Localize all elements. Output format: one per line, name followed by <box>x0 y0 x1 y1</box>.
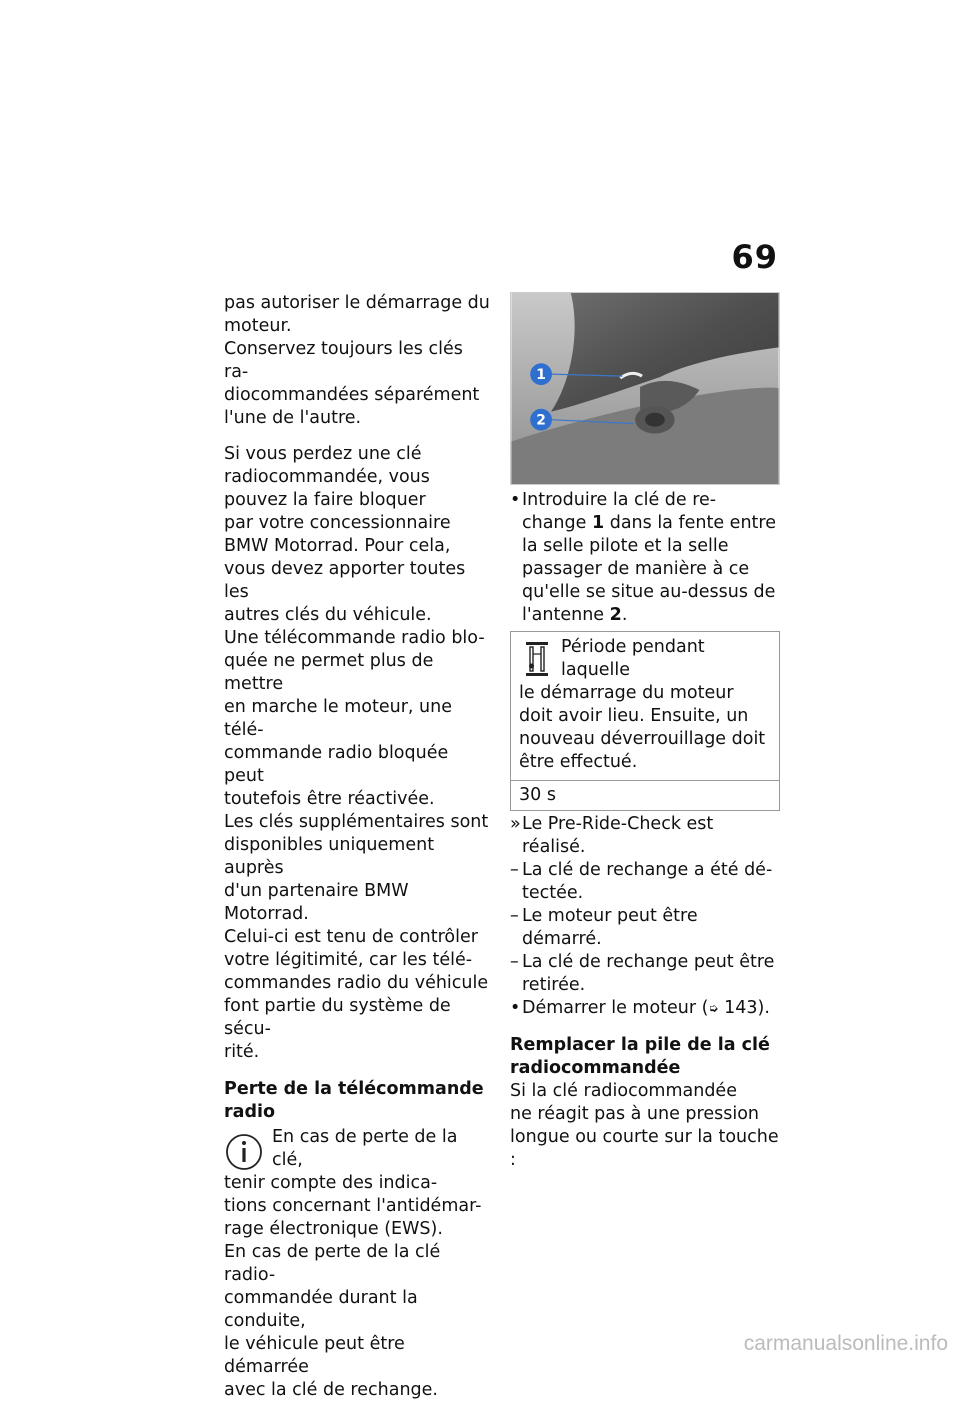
callout-2: 2 <box>536 412 546 429</box>
paragraph: pas autoriser le démarrage du moteur. <box>224 293 490 336</box>
step-list <box>510 489 780 627</box>
paragraph: Les clés supplémentaires sont disponibles uniquement auprès d'un partenaire BMW Motorrad. Celui-ci est tenu de contrôler votre légitimité, car les télé- commandes radio du véhicule font partie du système de sécu- rité. <box>224 812 489 1062</box>
list-item: – La clé de rechange a été dé- tectée. <box>510 860 773 903</box>
timing-note-box <box>510 631 780 811</box>
dash-marker: – <box>510 952 519 972</box>
note-value: 30 s <box>511 780 779 810</box>
list-item: – Le moteur peut être démarré. <box>510 906 698 949</box>
right-column <box>510 292 780 1172</box>
paragraph: En cas de perte de la clé radio- commandée durant la conduite, le véhicule peut être démarrée avec la clé de rechange. <box>224 1242 441 1400</box>
page-number: 69 <box>731 238 778 276</box>
dash-marker: – <box>510 906 519 926</box>
section-heading: Perte de la télécommande radio <box>224 1079 484 1122</box>
paragraph: Si vous perdez une clé radiocommandée, vous pouvez la faire bloquer par votre concessionnaire BMW Motorrad. Pour cela, vous devez apporter toutes les autres clés du véhicule. <box>224 444 466 625</box>
paragraph: Conservez toujours les clés ra- diocommandées séparément l'une de l'autre. <box>224 339 480 428</box>
page-reference[interactable]: 143 <box>724 998 758 1018</box>
bullet-marker: • <box>510 490 521 510</box>
watermark: carmanualsonline.info <box>743 1332 948 1355</box>
page-reference-arrow-icon: ➭ <box>708 1001 719 1015</box>
timer-icon <box>523 640 551 678</box>
info-note: En cas de perte de la clé, tenir compte des indica- tions concernant l'antidémar- rage électronique (EWS). <box>224 1127 482 1239</box>
paragraph: Une télécommande radio blo- quée ne permet plus de mettre en marche le moteur, une télé- commande radio bloquée peut toutefois être réactivée. <box>224 628 485 809</box>
dash-marker: – <box>510 860 519 880</box>
callout-1: 1 <box>536 367 546 384</box>
list-item: • Démarrer le moteur (➭ 143). <box>510 998 770 1018</box>
bullet-marker: • <box>510 998 521 1018</box>
seat-key-slot-illustration <box>510 292 780 485</box>
note-text: Période pendant laquelle le démarrage du moteur doit avoir lieu. Ensuite, un nouveau déverrouillage doit être effectué. <box>519 637 766 772</box>
left-column <box>224 292 492 1402</box>
list-item: – La clé de rechange peut être retirée. <box>510 952 775 995</box>
paragraph: Si la clé radiocommandée ne réagit pas à une pression longue ou courte sur la touche : <box>510 1081 779 1170</box>
result-marker: » <box>510 814 521 834</box>
info-icon <box>224 1132 264 1172</box>
result-line: » Le Pre-Ride-Check est réalisé. <box>510 814 714 857</box>
list-item: • Introduire la clé de re- change 1 dans la fente entre la selle pilote et la selle passager de manière à ce qu'elle se situe au-dessus de l'antenne 2. <box>510 490 776 625</box>
section-heading: Remplacer la pile de la clé radiocommandée <box>510 1035 770 1078</box>
